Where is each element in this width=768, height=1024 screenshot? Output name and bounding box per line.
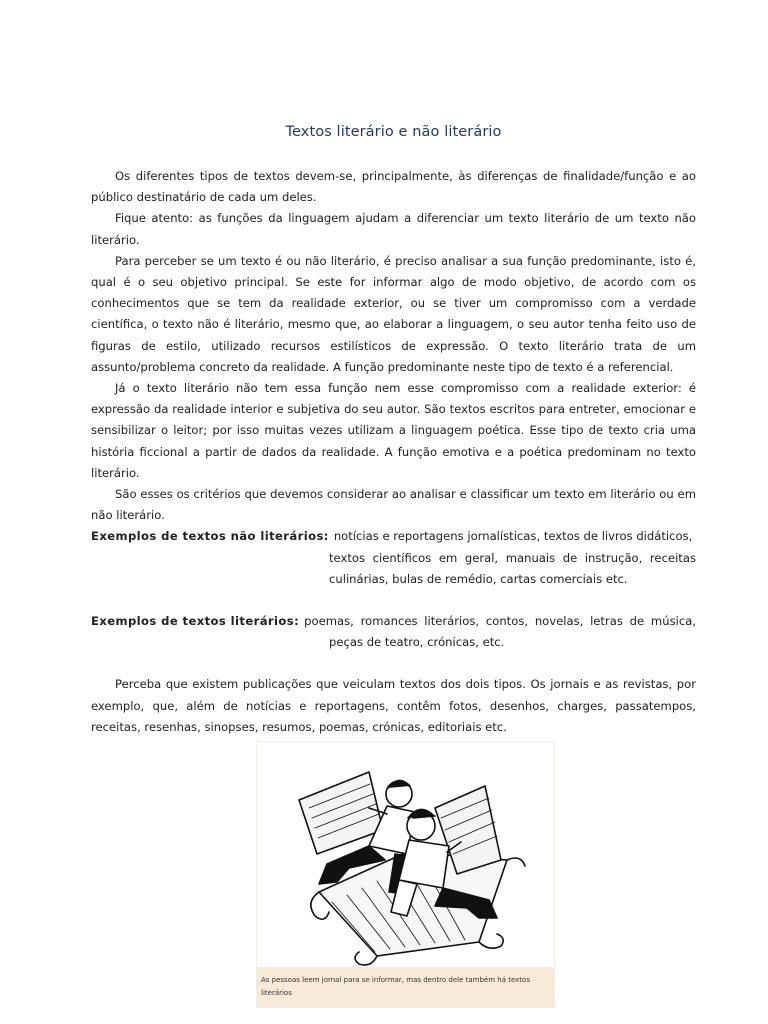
spacer [91,653,696,674]
closing-paragraph: Perceba que existem publicações que veiculam textos dos dois tipos. Os jornais e as revistas, por exemplo, que, além de notícias e reportagens, contêm fotos, desenhos, charges, passatempos, receitas, resenhas, sinopses, resumos, poemas, crónicas, editoriais etc. [91,677,696,734]
document-body [91,166,696,738]
newspaper-readers-illustration [257,742,554,967]
examples-literary-line-1: poemas, romances literários, contos, novelas, letras de música, [304,614,696,629]
paragraph-1: Os diferentes tipos de textos devem-se, principalmente, às diferenças de finalidade/função e ao público destinatário de cada um deles. [91,169,696,205]
examples-literary-label: Exemplos de textos literários: [91,614,300,629]
spacer [91,590,696,611]
paragraph-2: Fique atento: as funções da linguagem ajudam a diferenciar um texto literário de um texto não literário. [91,211,696,247]
newspaper-illustration-figure [256,741,555,1008]
examples-literary-line-2: peças de teatro, crónicas, etc. [329,635,505,650]
examples-non-literary-line-3: culinárias, bulas de remédio, cartas comerciais etc. [329,571,628,586]
figure-caption [257,967,554,1007]
page-title: Textos literário e não literário [285,124,502,140]
examples-literary [91,611,696,653]
paragraph-3: Para perceber se um texto é ou não literário, é preciso analisar a sua função predominante, isto é, qual é o seu objetivo principal. Se este for informar algo de modo objetivo, de acordo com os conhecimentos que se tem da realidade exterior, ou se tiver um compromisso com a verdade científica, o texto não é literário, mesmo que, ao elaborar a linguagem, o seu autor tenha feito uso de figuras de estilo, utilizado recursos estilísticos de expressão. O texto literário trata de um assunto/problema concreto da realidade. A função predominante neste tipo de texto é a referencial. [91,253,696,374]
paragraph-4: Já o texto literário não tem essa função nem esse compromisso com a realidade exterior: é expressão da realidade interior e subjetiva do seu autor. São textos escritos para entreter, emocionar e sensibilizar o leitor; por isso muitas vezes utilizam a linguagem poética. Esse tipo de texto cria uma história ficcional a partir de dados da realidade. A função emotiva e a poética predominam no texto literário. [91,381,696,480]
examples-non-literary-line-1: notícias e reportagens jornalísticas, textos de livros didáticos, [333,529,693,544]
examples-non-literary-label: Exemplos de textos não literários: [91,529,329,544]
examples-non-literary-line-2: textos científicos em geral, manuais de instrução, receitas [329,550,696,565]
paragraph-5: São esses os critérios que devemos considerar ao analisar e classificar um texto em literário ou em não literário. [91,487,696,523]
examples-non-literary [91,526,696,590]
figure-caption-line-1: As pessoas leem jornal para se informar, mas dentro dele também há textos [261,976,530,984]
figure-caption-line-2: literários [261,989,292,997]
